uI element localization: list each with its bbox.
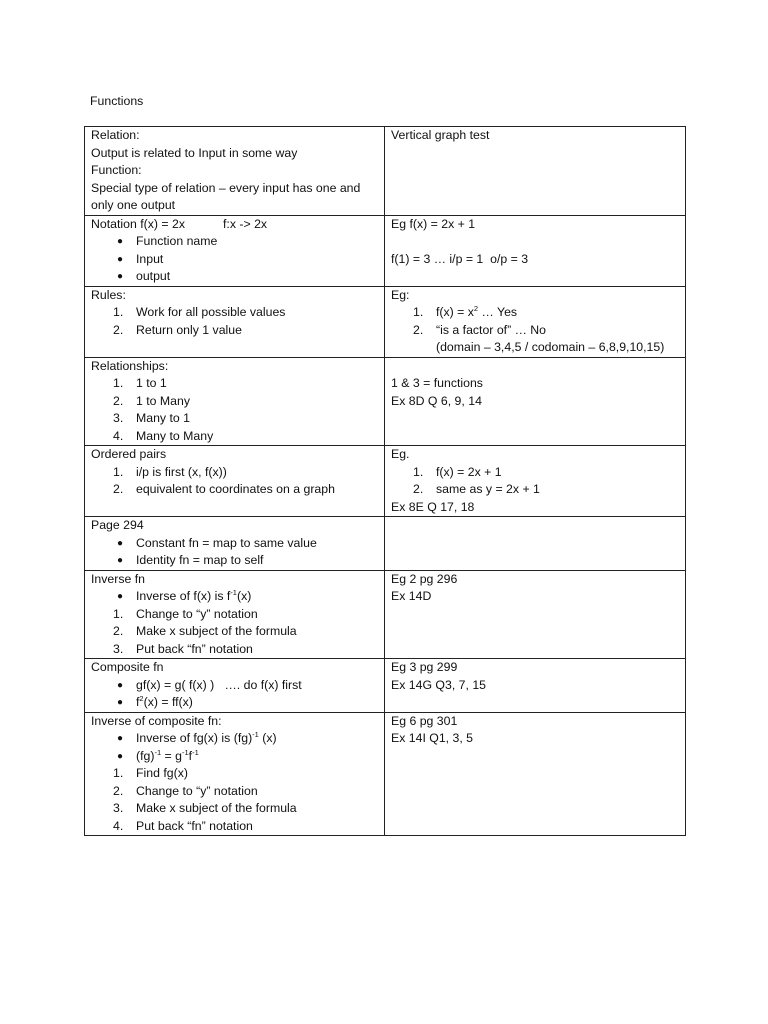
text-line: (domain – 3,4,5 / codomain – 6,8,9,10,15) — [436, 340, 665, 354]
row-composite-left — [85, 659, 385, 713]
text-line: Ex 14G Q3, 7, 15 — [391, 677, 487, 692]
table-row — [85, 446, 686, 517]
list-item: 1. Change to “y” notation — [113, 606, 258, 621]
text-line: Eg 2 pg 296 — [391, 571, 458, 586]
bullet-icon: ● — [117, 236, 124, 247]
list-item: 3. Many to 1 — [113, 411, 190, 425]
text-line: Inverse of composite fn: — [91, 713, 222, 728]
table-row — [85, 659, 686, 713]
bullet-icon: ● — [117, 537, 124, 549]
table-row — [85, 215, 686, 286]
text-line: Ex 14D — [391, 589, 432, 603]
text-line: Page 294 — [91, 518, 144, 532]
text-line: 1 & 3 = functions — [391, 376, 483, 390]
list-item: 1. $f(x) = x^2$ … Yes — [413, 304, 518, 319]
text-line: Ordered pairs — [91, 447, 167, 461]
list-item: ● Identity fn = map to self — [91, 552, 380, 570]
bullet-icon: ● — [117, 697, 124, 708]
list-item: ● Inverse of f(x) is $f^{-1}(x)$ — [91, 588, 380, 606]
text-line: Output is related to Input in some way — [91, 145, 298, 160]
list-item: 2. Change to “y” notation — [113, 783, 258, 798]
text-line: Ex 8D Q 6, 9, 14 — [391, 393, 482, 408]
list-item: ● Constant fn = map to same value — [91, 535, 380, 553]
row-relation-left — [85, 127, 385, 216]
list-item: ● Inverse of fg(x) is (fg)$^{-1}$ (x) — [91, 730, 380, 748]
row-inverse-right — [385, 570, 686, 659]
list-item: 4. Many to Many — [113, 428, 214, 443]
text-line: Eg: — [391, 287, 410, 302]
list-item: ● $f^2(x) = ff(x)$ — [91, 694, 380, 712]
list-item: 2. same as y = 2x + 1 — [413, 482, 540, 496]
list-item: 2. 1 to Many — [113, 393, 190, 408]
row-notation-left — [85, 215, 385, 286]
list-item: 1. i/p is first (x, f(x)) — [113, 464, 227, 479]
text-line: only one output — [91, 198, 176, 212]
list-item: 3. Make x subject of the formula — [113, 801, 297, 815]
list-item: ● Function name — [91, 233, 380, 251]
row-inverse-composite-left — [85, 712, 385, 836]
table-row — [85, 517, 686, 571]
list-item: 3. Put back “fn” notation — [113, 641, 253, 656]
row-page294-left — [85, 517, 385, 571]
text-line: Eg 3 pg 299 — [391, 660, 458, 674]
text-line: Eg. — [391, 447, 410, 461]
list-item: 2. “is a factor of” … No — [413, 322, 547, 337]
row-inverse-left — [85, 570, 385, 659]
list-item: 2. Return only 1 value — [113, 322, 242, 337]
row-relation-right — [385, 127, 686, 216]
text-line: Special type of relation – every input has one and — [91, 180, 361, 195]
text-line: Eg 6 pg 301 — [391, 713, 458, 728]
list-item: 2. equivalent to coordinates on a graph — [113, 482, 335, 496]
bullet-icon: ● — [117, 733, 124, 744]
list-item: ● gf(x) = g( f(x) ) …. do f(x) first — [91, 677, 380, 695]
table-row — [85, 570, 686, 659]
text-line: Vertical graph test — [391, 128, 490, 142]
row-rules-left — [85, 286, 385, 357]
table-row — [85, 357, 686, 446]
document-title: Functions — [90, 94, 144, 108]
text-line: Relation: — [91, 128, 140, 142]
row-ordered-pairs-left — [85, 446, 385, 517]
text-line: Relationships: — [91, 358, 169, 373]
text-line: f(1) = 3 … i/p = 1 o/p = 3 — [391, 251, 529, 266]
table-row — [85, 712, 686, 836]
bullet-icon: ● — [117, 750, 124, 762]
list-item: 1. Find fg(x) — [113, 766, 188, 780]
row-composite-right — [385, 659, 686, 713]
row-rules-right — [385, 286, 686, 357]
row-inverse-composite-right — [385, 712, 686, 836]
table-row — [85, 286, 686, 357]
list-item: 1. f(x) = 2x + 1 — [413, 464, 502, 479]
list-item: ● output — [91, 268, 380, 286]
row-page294-right — [385, 517, 686, 571]
list-item: ● $(fg)^{-1} = g^{-1}f^{-1}$ — [91, 748, 380, 766]
text-line: Rules: — [91, 287, 126, 302]
text-line: Eg f(x) = 2x + 1 — [391, 216, 476, 231]
text-line: Ex 8E Q 17, 18 — [391, 499, 475, 514]
list-item: 2. Make x subject of the formula — [113, 624, 297, 638]
row-relationships-right — [385, 357, 686, 446]
text-line: Composite fn — [91, 660, 164, 674]
list-item: 4. Put back “fn” notation — [113, 818, 253, 833]
notation-heading: Notation f(x) = 2x f:x -> 2x — [91, 216, 268, 231]
list-item: 1. 1 to 1 — [113, 376, 167, 390]
row-ordered-pairs-right — [385, 446, 686, 517]
text-line: Inverse fn — [91, 571, 145, 586]
table-row — [85, 127, 686, 216]
text-line: Ex 14I Q1, 3, 5 — [391, 731, 474, 745]
bullet-icon: ● — [117, 271, 124, 282]
bullet-icon: ● — [117, 679, 124, 691]
row-relationships-left — [85, 357, 385, 446]
list-item: 1. Work for all possible values — [113, 305, 286, 319]
text-line: Function: — [91, 163, 142, 177]
row-notation-right — [385, 215, 686, 286]
bullet-icon: ● — [117, 591, 124, 602]
notes-table — [84, 126, 686, 836]
bullet-icon: ● — [117, 555, 124, 566]
bullet-icon: ● — [117, 253, 124, 265]
list-item: ● Input — [91, 251, 380, 269]
